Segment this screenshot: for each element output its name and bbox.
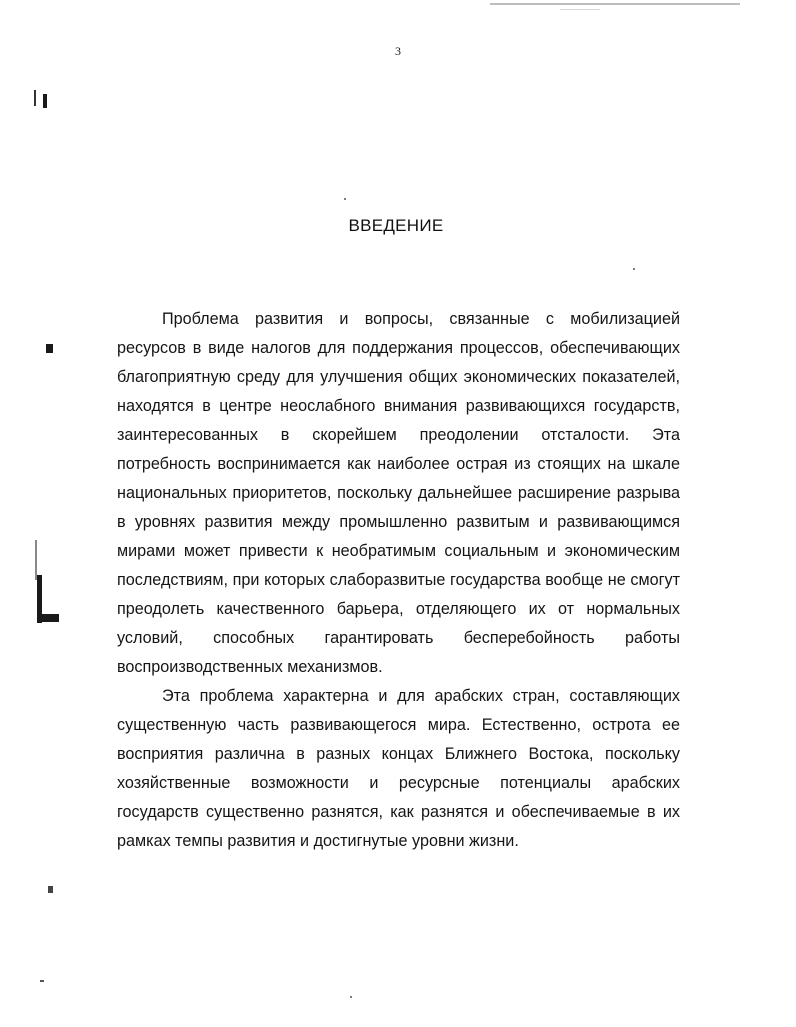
scan-mark-8: [40, 980, 44, 982]
paragraph-1: Проблема развития и вопросы, связанные с мобилизацией ресурсов в виде налогов для поддержания процессов, обеспечивающих благоприятную среду для улучшения общих экономических показателей, находятся в центре неослабного внимания развивающихся государств, заинтересованных в скорейшем преодолении отсталости. Эта потребность воспринимается как наиболее острая из стоящих на шкале национальных приоритетов, поскольку дальнейшее расширение разрыва в уровнях развития между промышленно развитым и развивающимся мирами может привести к необратимым социальным и экономическим последствиям, при которых слаборазвитые государства вообще не смогут преодолеть качественного барьера, отделяющего их от нормальных условий, способных гарантировать бесперебойность работы воспроизводственных механизмов.: [117, 310, 680, 676]
scan-dot-1: [344, 198, 346, 200]
scan-mark-3: [46, 344, 53, 353]
page-number: 3: [395, 44, 401, 58]
paragraph-2: Эта проблема характерна и для арабских стран, составляющих существенную часть развивающегося мира. Естественно, острота ее восприятия различна в разных концах Ближнего Востока, поскольку хозяйственные возможности и ресурсные потенциалы арабских государств существенно разнятся, как разнятся и обеспечиваемые в их рамках темпы развития и достигнутые уровни жизни.: [117, 687, 680, 850]
body-text: [117, 305, 680, 856]
scan-dot-3: [350, 996, 352, 998]
scan-edge-line: [490, 3, 740, 5]
scan-mark-1: [34, 90, 36, 106]
scan-mark-2: [43, 94, 47, 108]
section-heading: ВВЕДЕНИЕ: [348, 216, 444, 235]
scan-mark-4: [35, 540, 37, 580]
scan-dot-2: [633, 268, 635, 270]
scan-edge-line-short: [560, 9, 600, 10]
scan-mark-6: [37, 614, 59, 622]
scan-mark-7: [48, 886, 53, 893]
